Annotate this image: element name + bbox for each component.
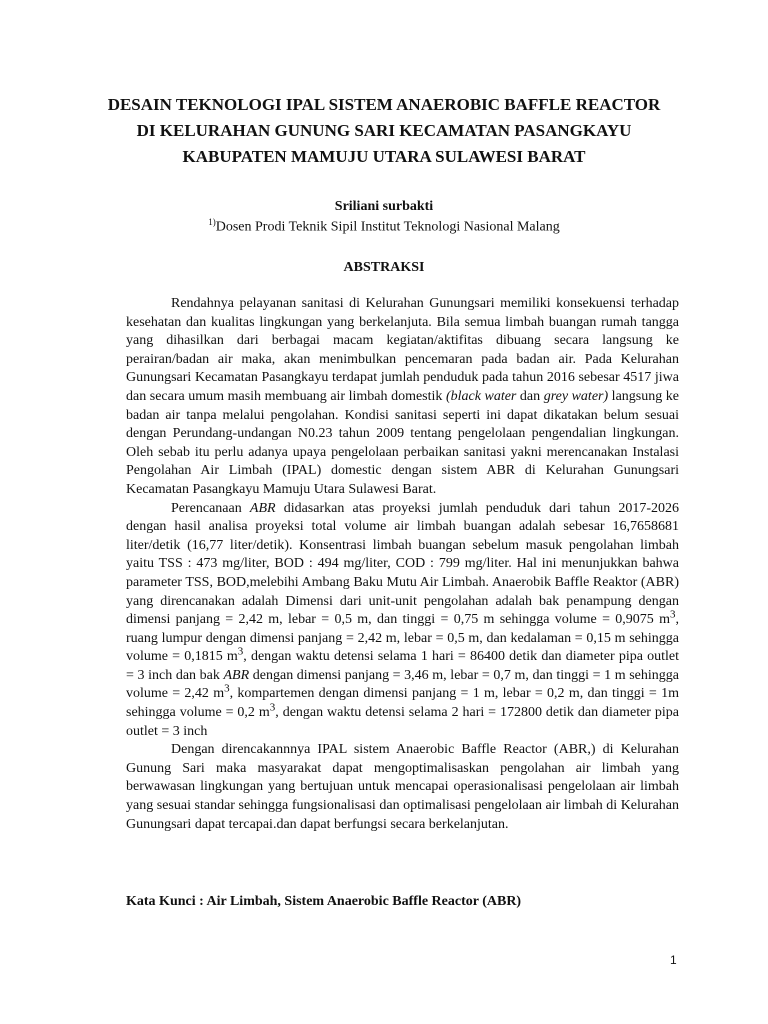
p2-text-e: dengan dimensi panjang = 3,46 m, lebar = 0,7 m, dan tinggi = 1 m sehingga volume = 2,42 m [126, 667, 680, 702]
p2-text-c: , ruang lumpur dengan dimensi panjang = 2,42 m, lebar = 0,5 m, dan kedalaman = 0,15 m sehingga volume = 0,1815 m [126, 612, 679, 665]
author-name: Sriliani surbakti [334, 199, 434, 214]
abstract-heading: ABSTRAKSI [343, 260, 425, 275]
p1-italic-grey-water: grey water) [543, 388, 609, 404]
p1-text-c: langsung ke badan air tanpa melalui pengolahan. Kondisi sanitasi seperti ini dapat dikatakan belum sesuai dengan Perundang-undangan N0.23 tahun 2009 tentang pengelolaan pengendalian lingkungan. Oleh sebab itu perlu adanya upaya pengelolaan perbaikan sanitasi yakni merencanakan Instalasi Pengolahan Air Limbah (IPAL) domestic dengan sistem ABR di Kelurahan Gunungsari Kecamatan Pasangkayu Mamuju Utara Sulawesi Barat. [126, 388, 679, 497]
title-line-3: KABUPATEN MAMUJU UTARA SULAWESI BARAT [182, 147, 586, 166]
page-number: 1 [670, 953, 677, 967]
keywords: Kata Kunci : Air Limbah, Sistem Anaerobic Baffle Reactor (ABR) [126, 894, 522, 909]
p1-italic-black-water: (black water [445, 388, 517, 404]
author-affiliation [0, 217, 768, 236]
p2-superscript-3: 3 [224, 682, 230, 695]
paper-title [0, 92, 768, 170]
p2-text-a: Perencanaan [171, 500, 250, 516]
abstract-paragraph-3: Dengan direncakannnya IPAL sistem Anaerobic Baffle Reactor (ABR,) di Kelurahan Gunung Sari maka masyarakat dapat mengoptimalisaskan pengolahan air limbah yang berwawasan lingkungan yang bertujuan untuk mencapai operasionalisasi pengelolaan air limbah yang sesuai standar sehingga fungsionalisasi dan optimalisasi pengelolaan air limbah di Kelurahan Gunungsari dapat tercapai.dan dapat berfungsi secara berkelanjutan. [126, 742, 679, 832]
affiliation-marker: 1) [208, 217, 216, 227]
p2-text-g: , dengan waktu detensi selama 2 hari = 172800 detik dan diameter pipa outlet = 3 inch [126, 705, 679, 739]
title-line-1: DESAIN TEKNOLOGI IPAL SISTEM ANAEROBIC BAFFLE REACTOR [107, 95, 661, 114]
p2-superscript-2: 3 [237, 645, 244, 658]
p2-italic-abr-2: ABR [223, 667, 250, 683]
p2-superscript-4: 3 [269, 701, 276, 714]
title-line-2: DI KELURAHAN GUNUNG SARI KECAMATAN PASANGKAYU [136, 121, 632, 140]
p2-text-f: , kompartemen dengan dimensi panjang = 1 m, lebar = 0,2 m, dan tinggi = 1m sehingga volume = 0,2 m [126, 686, 679, 721]
abstract-paragraph-2 [126, 500, 679, 742]
p2-superscript-1: 3 [670, 608, 676, 621]
affiliation-text: Dosen Prodi Teknik Sipil Institut Teknologi Nasional Malang [215, 219, 560, 235]
p2-italic-abr-1: ABR [249, 500, 276, 516]
p1-text-b: dan [516, 388, 544, 404]
abstract-body [126, 295, 679, 834]
p2-text-b: didasarkan atas proyeksi jumlah penduduk dari tahun 2017-2026 dengan hasil analisa proyeksi total volume air limbah buangan adalah sebesar 16,7658681 liter/detik (16,77 liter/detik). Konsentrasi limbah buangan sebelum masuk pengolahan limbah yaitu TSS : 473 mg/liter, BOD : 494 mg/liter, COD : 799 mg/liter. Hal ini menunjukkan bahwa parameter TSS, BOD,melebihi Ambang Baku Mutu Air Limbah. Anaerobik Baffle Reaktor (ABR) yang direncanakan adalah Dimensi dari unit-unit pengolahan adalah bak penampung dengan dimensi panjang = 2,42 m, lebar = 0,5 m, dan tinggi = 0,75 m sehingga volume = 0,9075 m [126, 500, 680, 628]
abstract-paragraph-1 [126, 295, 679, 500]
p1-text-a: Rendahnya pelayanan sanitasi di Kelurahan Gunungsari memiliki konsekuensi terhadap kesehatan dan kualitas lingkungan yang berkelanjuta. Bila semua limbah buangan rumah tangga yang dihasilkan dari berbagai macam kegiatan/aktifitas dibuang secara langsung ke perairan/badan air maka, akan menimbulkan pencemaran pada badan air. Pada Kelurahan Gunungsari Kecamatan Pasangkayu terdapat jumlah penduduk pada tahun 2016 sebesar 4517 jiwa dan secara umum masih membuang air limbah domestik [126, 296, 679, 404]
p2-text-d: , dengan waktu detensi selama 1 hari = 86400 detik dan diameter pipa outlet = 3 inch dan bak [126, 649, 679, 683]
